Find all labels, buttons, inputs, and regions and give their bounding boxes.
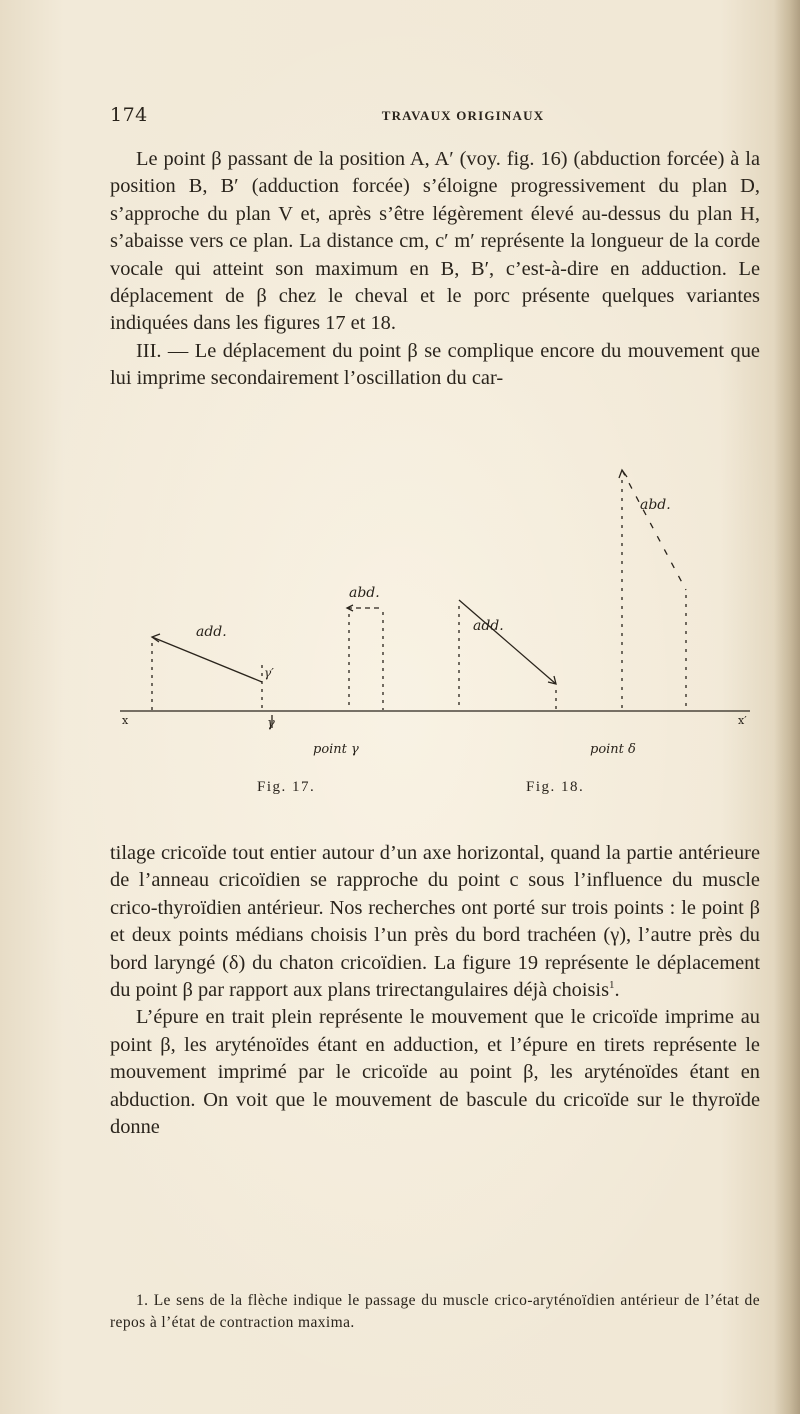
fig18-add-line	[459, 600, 556, 684]
figure-drawing	[0, 440, 800, 820]
paragraph: tilage cricoïde tout entier autour d’un axe horizontal, quand la partie antérieure de l’anneau cricoïdien se rapproche du point c sous l’influence du muscle crico-thyroïdien antérieur. Nos recherches ont porté sur trois points : le point β et deux points médians choisis l’un près du bord trachéen (γ), l’autre près du bord laryngé (δ) du chaton cricoïdien. La figure 19 représente le déplacement du point β par rapport aux plans trirectangulaires déjà choisis$^1$.	[110, 842, 760, 1002]
paragraph: III. — Le déplacement du point β se complique encore du mouvement que lui imprime secondairement l’oscillation du car-	[110, 339, 760, 390]
footnote	[110, 1290, 760, 1334]
page-number: 174	[110, 104, 148, 126]
page-header	[110, 104, 760, 134]
fig17-add-line	[152, 637, 262, 682]
fig18-caption: Fig. 18.	[526, 779, 585, 795]
fig18-label-add: add.	[473, 618, 504, 634]
paragraph: Le point β passant de la position A, A′ (voy. fig. 16) (abduction forcée) à la position B, B′ (adduction forcée) s’éloigne progressivement du plan D, s’approche du plan V et, après s’être légèrement élevé au-dessus du plan H, s’abaisse vers ce plan. La distance cm, c′ m′ représente la longueur de la corde vocale qui atteint son maximum en B, B′, c’est-à-dire en adduction. Le déplacement de β chez le cheval et le porc présente quelques variantes indiquées dans les figures 17 et 18.	[110, 148, 760, 335]
fig17-label-add: add.	[196, 624, 227, 640]
running-head: TRAVAUX ORIGINAUX	[381, 108, 545, 123]
body-text-top	[110, 146, 760, 393]
body-text-bottom	[110, 840, 760, 1141]
fig18-abd-arrowhead	[619, 470, 627, 478]
fig17-point-label: point γ	[313, 742, 359, 757]
fig17-caption: Fig. 17.	[257, 779, 316, 795]
axis-label-x: x	[122, 714, 129, 727]
paragraph-text: tilage cricoïde tout entier autour d’un axe horizontal, quand la partie antérieure de l’anneau cricoïdien se rapproche du point c sous l’influence du muscle crico-thyroïdien antérieur. Nos recherches ont porté sur trois points : le point β et deux points médians choisis l’un près du bord trachéen (γ), l’autre près du bord laryngé (δ) du chaton cricoïdien. La figure 19 représente le déplacement du point β par rapport aux plans trirectangulaires déjà choisis	[110, 842, 760, 1002]
figures-17-18	[0, 440, 800, 820]
fig17-label-gamma: γ	[267, 716, 275, 731]
footnote-text: 1. Le sens de la flèche indique le passage du muscle crico-aryténoïdien antérieur de l’état de repos à l’état de contraction maxima.	[110, 1292, 760, 1331]
fig17-label-gamma-prime: γ′	[264, 666, 274, 680]
fig18-label-abd: abd.	[640, 497, 671, 513]
paragraph: L’épure en trait plein représente le mouvement que le cricoïde imprime au point β, les aryténoïdes étant en adduction, et l’épure en tirets représente le mouvement imprimé par le cricoïde au point β, les aryténoïdes étant en abduction. On voit que le mouvement de bascule du cricoïde sur le thyroïde donne	[110, 1006, 760, 1139]
fig18-point-label: point δ	[590, 742, 636, 757]
footnote-marker: 1	[609, 979, 615, 992]
fig18-abd-line	[622, 470, 686, 590]
fig17-label-abd: abd.	[349, 585, 380, 601]
axis-label-x-prime: x′	[738, 714, 747, 727]
